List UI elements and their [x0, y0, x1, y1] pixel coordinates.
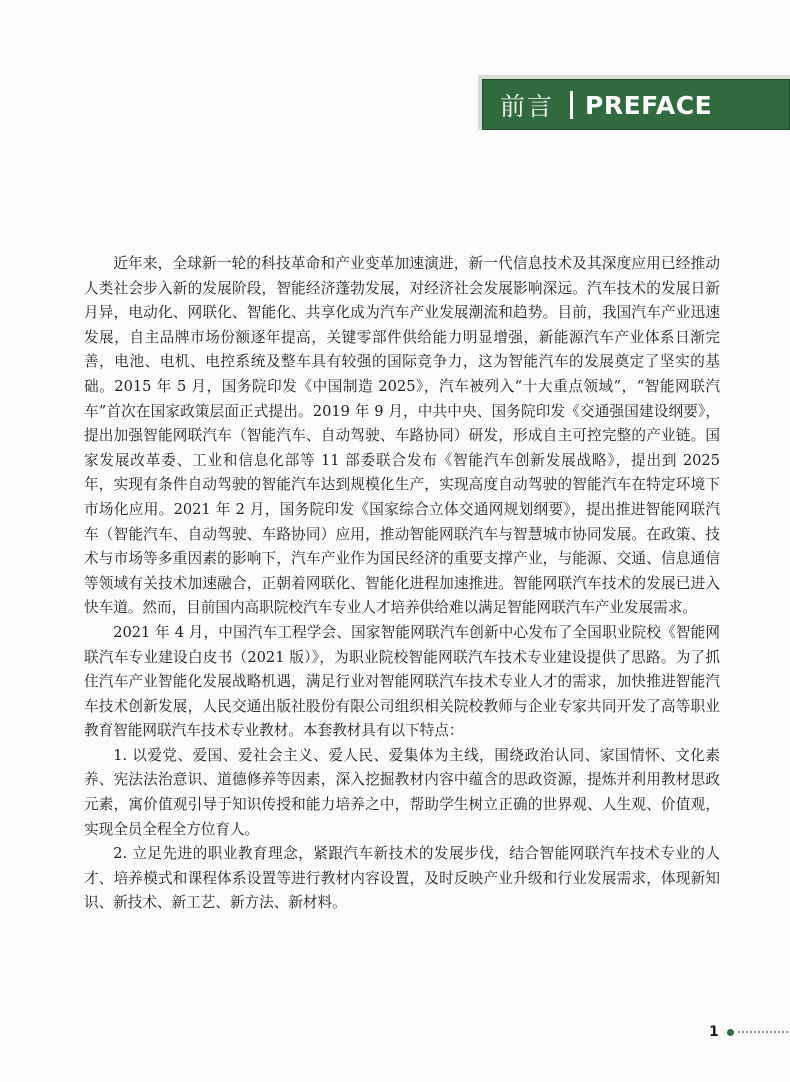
dotted-leader-icon: [738, 1031, 790, 1033]
header-title-cn: 前言: [500, 92, 555, 121]
feature-list-item: 1. 以爱党、爱国、爱社会主义、爱人民、爱集体为主线，围绕政治认同、家国情怀、文化素养、宪法法治意识、道德修养等因素，深入挖掘教材内容中蕴含的思政资源，提炼并利用教材思政元素，寓价值观引导于知识传授和能力培养之中，帮助学生树立正确的世界观、人生观、价值观，实现全员全程全方位育人。: [84, 746, 720, 838]
preface-header-band: [478, 75, 790, 130]
preface-header: [500, 85, 712, 125]
header-divider: [570, 91, 573, 119]
page-number: 1: [709, 1024, 719, 1040]
body-paragraph: 近年来，全球新一轮的科技革命和产业变革加速演进，新一代信息技术及其深度应用已经推动人类社会步入新的发展阶段，智能经济蓬勃发展，对经济社会发展影响深远。汽车技术的发展日新月异，电动化、网联化、智能化、共享化成为汽车产业发展潮流和趋势。目前，我国汽车产业迅速发展，自主品牌市场份额逐年提高，关键零部件供给能力明显增强，新能源汽车产业体系日渐完善，电池、电机、电控系统及整车具有较强的国际竞争力，这为智能汽车的发展奠定了坚实的基础。2015 年 5 月，国务院印发《中国制造 2025》，汽车被列入“十大重点领域”，“智能网联汽车”首次在国家政策层面正式提出。2019 年 9 月，中共中央、国务院印发《交通强国建设纲要》，提出加强智能网联汽车（智能汽车、自动驾驶、车路协同）研发，形成自主可控完整的产业链。国家发展改革委、工业和信息化部等 11 部委联合发布《智能汽车创新发展战略》，提出到 2025 年，实现有条件自动驾驶的智能汽车达到规模化生产，实现高度自动驾驶的智能汽车在特定环境下市场化应用。2021 年 2 月，国务院印发《国家综合立体交通网规划纲要》，提出推进智能网联汽车（智能汽车、自动驾驶、车路协同）应用，推动智能网联汽车与智慧城市协同发展。在政策、技术与市场等多重因素的影响下，汽车产业作为国民经济的重要支撑产业，与能源、交通、信息通信等领域有关技术加速融合，正朝着网联化、智能化进程加速推进。智能网联汽车技术的发展已进入快车道。然而，目前国内高职院校汽车专业人才培养供给难以满足智能网联汽车产业发展需求。: [84, 255, 720, 617]
preface-body: [84, 252, 720, 916]
feature-list-item: 2. 立足先进的职业教育理念，紧跟汽车新技术的发展步伐，结合智能网联汽车技术专业的人才、培养模式和课程体系设置等进行教材内容设置，及时反映产业升级和行业发展需求，体现新知识、新技术、新工艺、新方法、新材料。: [84, 845, 720, 912]
page-footer: [709, 1024, 790, 1040]
page-dot-icon: [727, 1029, 734, 1036]
body-paragraph: 2021 年 4 月，中国汽车工程学会、国家智能网联汽车创新中心发布了全国职业院校《智能网联汽车专业建设白皮书（2021 版）》，为职业院校智能网联汽车技术专业建设提供了思路。为了抓住汽车产业智能化发展战略机遇，满足行业对智能网联汽车技术专业人才的需求，加快推进智能汽车技术创新发展，人民交通出版社股份有限公司组织相关院校教师与企业专家共同开发了高等职业教育智能网联汽车技术专业教材。本套教材具有以下特点：: [84, 623, 720, 740]
header-title-en: PREFACE: [585, 90, 713, 120]
